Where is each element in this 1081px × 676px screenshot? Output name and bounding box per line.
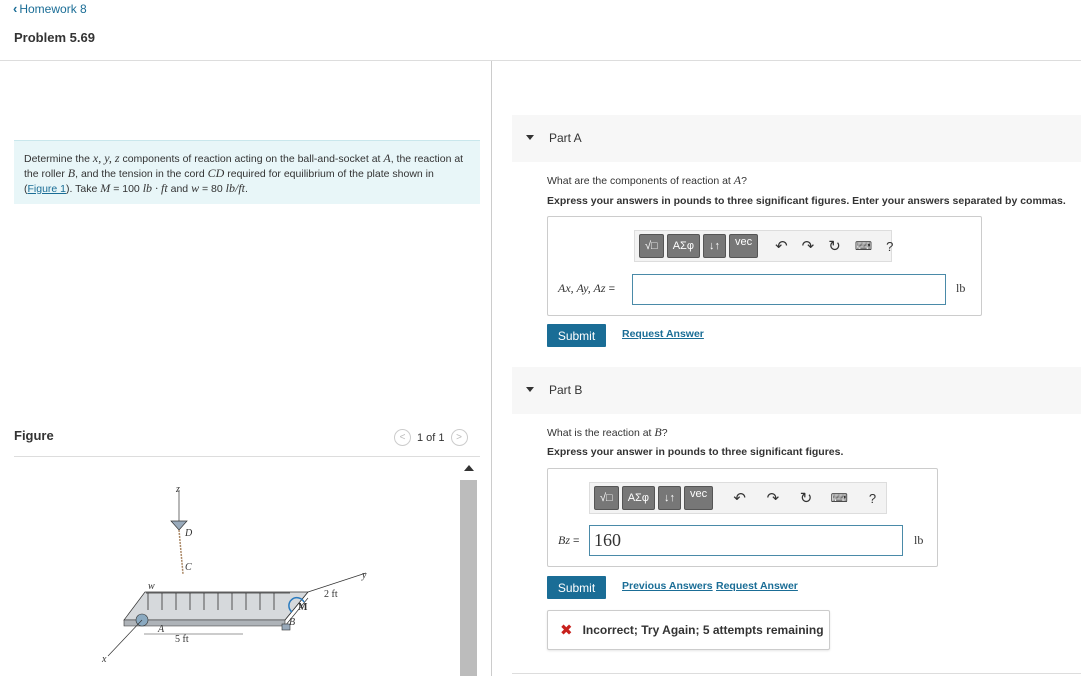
figure-heading: Figure: [14, 428, 54, 443]
problem-text: components of reaction acting on the ball-and-socket at: [119, 153, 384, 165]
part-a-answer-box: [547, 216, 982, 316]
label-A: A: [158, 624, 165, 635]
answer-label-vars: Ax, Ay, Az: [558, 281, 606, 295]
label-2ft: 2 ft: [324, 589, 338, 600]
templates-button[interactable]: [594, 486, 619, 510]
collapse-triangle-icon[interactable]: [526, 387, 534, 392]
problem-unit: lb · ft: [142, 181, 168, 195]
answer-label-eq: =: [605, 283, 616, 295]
feedback-text: Incorrect; Try Again; 5 attempts remaining: [582, 623, 824, 637]
part-b-answer-label: [558, 533, 579, 548]
part-a-unit: lb: [956, 281, 966, 295]
label-y: y: [362, 570, 367, 581]
greek-label: ΑΣφ: [627, 492, 649, 504]
reset-icon[interactable]: ↻: [828, 238, 841, 255]
redo-icon[interactable]: ↷: [801, 238, 815, 255]
problem-var: CD: [207, 166, 225, 180]
label-5ft: 5 ft: [175, 634, 189, 645]
part-a-answer-input[interactable]: [632, 274, 946, 305]
question-text: ?: [661, 427, 668, 439]
problem-var: x, y, z: [92, 151, 120, 165]
part-b-label: Part B: [549, 383, 583, 397]
previous-answers-link[interactable]: Previous Answers: [622, 580, 713, 592]
collapse-triangle-icon[interactable]: [526, 135, 534, 140]
subscript-button[interactable]: [703, 234, 726, 258]
label-z: z: [176, 484, 180, 495]
help-icon[interactable]: ?: [868, 490, 877, 506]
problem-text: required for equilibrium of the plate shown in (: [24, 168, 434, 195]
keyboard-icon[interactable]: ⌨: [854, 239, 873, 253]
reset-icon[interactable]: ↻: [799, 490, 813, 507]
back-link-label: Homework 8: [19, 1, 87, 16]
help-icon[interactable]: ?: [886, 238, 894, 254]
templates-label: √□: [600, 492, 613, 504]
subscript-button[interactable]: [658, 486, 681, 510]
part-b-answer-box: [547, 468, 938, 567]
greek-label: ΑΣφ: [672, 240, 694, 252]
problem-text: , and the tension in the cord: [75, 168, 208, 180]
problem-text: = 80: [199, 183, 226, 195]
answer-label-eq: =: [570, 535, 580, 547]
scroll-up-icon[interactable]: [464, 465, 474, 471]
figure-scrollbar[interactable]: [460, 462, 477, 676]
question-var: A: [733, 173, 742, 187]
undo-icon[interactable]: ↶: [733, 490, 746, 507]
part-b-submit-button[interactable]: Submit: [547, 576, 606, 599]
vector-button[interactable]: [684, 486, 713, 510]
templates-button[interactable]: [639, 234, 664, 258]
part-b-unit: lb: [914, 533, 924, 547]
part-a-math-toolbar: [634, 230, 892, 262]
question-var: B: [654, 425, 662, 439]
problem-statement: [14, 140, 480, 204]
subscript-label: ↓↑: [708, 240, 720, 252]
feedback-message: [547, 610, 830, 650]
incorrect-x-icon: ✖: [560, 622, 573, 639]
part-a-instruction: Express your answers in pounds to three significant figures. Enter your answers separated by commas.: [547, 195, 1066, 207]
part-a-label: Part A: [549, 131, 582, 145]
part-b-instruction: Express your answer in pounds to three significant figures.: [547, 446, 844, 458]
label-M: M: [298, 602, 308, 613]
chevron-left-icon: ‹: [13, 1, 18, 16]
greek-symbols-button[interactable]: [622, 486, 655, 510]
keyboard-icon[interactable]: ⌨: [830, 491, 848, 505]
back-to-homework-link[interactable]: [13, 1, 87, 16]
problem-var: B: [67, 166, 76, 180]
figure-divider: [14, 456, 480, 457]
scrollbar-thumb[interactable]: [460, 480, 477, 676]
label-C: C: [185, 562, 192, 573]
label-D: D: [185, 528, 193, 539]
redo-icon[interactable]: ↷: [766, 490, 780, 507]
problem-text: ). Take: [66, 183, 101, 195]
problem-unit: lb/ft: [225, 181, 245, 195]
question-text: What is the reaction at: [547, 427, 655, 439]
label-B: B: [289, 617, 296, 628]
part-a-question: [547, 173, 747, 188]
cord-CD: [179, 530, 183, 574]
problem-var: A: [383, 151, 391, 165]
problem-var: w: [191, 181, 200, 195]
vector-button[interactable]: [729, 234, 758, 258]
problem-var: M: [100, 181, 111, 195]
part-b-request-answer-link[interactable]: Request Answer: [716, 580, 798, 592]
templates-label: √□: [645, 240, 658, 252]
problem-title: Problem 5.69: [14, 30, 95, 45]
vec-label: vec: [689, 488, 708, 500]
figure-page-count: 1 of 1: [417, 431, 445, 444]
problem-text: = 100: [110, 183, 143, 195]
problem-text: Determine the: [24, 153, 93, 165]
undo-icon[interactable]: ↶: [775, 238, 788, 255]
part-b-question: [547, 425, 668, 440]
part-a-submit-button[interactable]: Submit: [547, 324, 606, 347]
top-bar: [0, 0, 1081, 61]
part-b-header[interactable]: [512, 367, 1081, 414]
problem-text: , the reaction at the roller: [24, 153, 464, 180]
label-x: x: [102, 654, 107, 665]
next-figure-button[interactable]: >: [451, 429, 468, 446]
figure-link[interactable]: Figure 1: [27, 183, 67, 195]
part-b-answer-input[interactable]: 160: [589, 525, 903, 556]
question-text: ?: [741, 175, 747, 187]
greek-symbols-button[interactable]: [667, 234, 700, 258]
figure-pager: [394, 429, 468, 446]
problem-text: .: [245, 183, 248, 195]
part-a-header[interactable]: [512, 115, 1081, 162]
part-b-math-toolbar: [589, 482, 887, 514]
part-a-request-answer-link[interactable]: Request Answer: [622, 328, 704, 340]
bottom-divider: [512, 673, 1081, 674]
plate: [124, 592, 308, 620]
answer-label-vars: Bz: [558, 533, 570, 547]
prev-figure-button[interactable]: <: [394, 429, 411, 446]
subscript-label: ↓↑: [663, 492, 675, 504]
figure-diagram: [80, 470, 380, 670]
pane-divider: [491, 61, 492, 676]
vec-label: vec: [734, 236, 753, 248]
label-w: w: [148, 581, 155, 592]
question-text: What are the components of reaction at: [547, 175, 734, 187]
problem-text: and: [167, 183, 192, 195]
part-a-answer-label: [558, 281, 615, 296]
